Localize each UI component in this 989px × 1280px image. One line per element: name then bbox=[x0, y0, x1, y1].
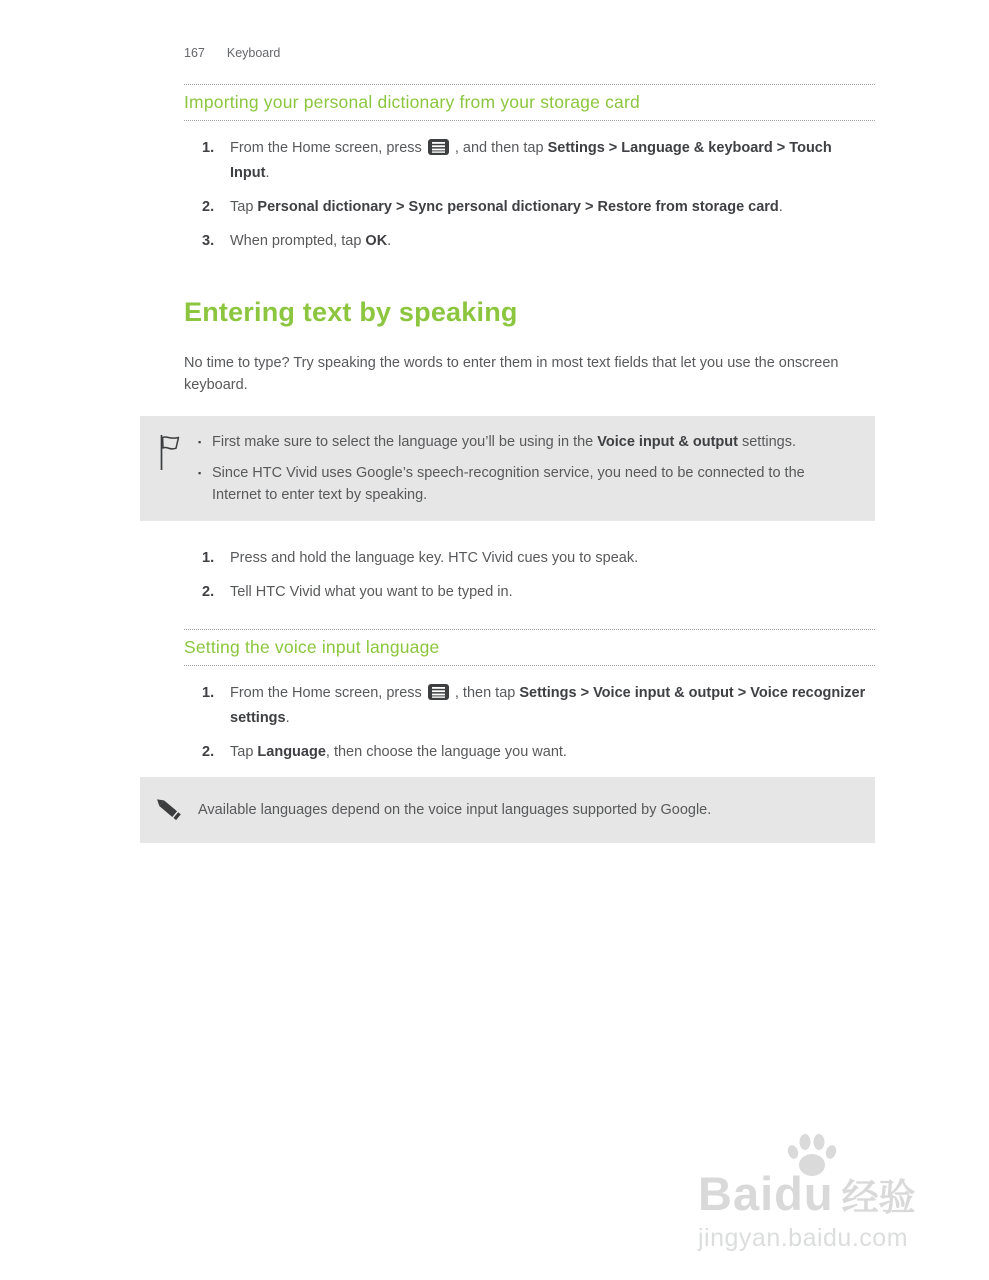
list-item bbox=[184, 230, 875, 252]
page-title: Entering text by speaking bbox=[184, 297, 518, 327]
section-title: Setting the voice input language bbox=[184, 637, 440, 657]
step-text bbox=[230, 682, 875, 729]
emphasis-text: Settings > Voice input & output > Voice recognizer settings bbox=[230, 685, 866, 726]
emphasis-text: Voice input & output bbox=[597, 434, 738, 450]
text-segment: Tell HTC Vivid what you want to be typed in. bbox=[230, 584, 513, 600]
note-text: Available languages depend on the voice input languages supported by Google. bbox=[198, 802, 712, 818]
note-box-flag bbox=[140, 416, 875, 521]
step-number: 2. bbox=[202, 199, 215, 215]
emphasis-text: OK bbox=[365, 233, 388, 249]
watermark bbox=[698, 1132, 940, 1253]
step-number: 3. bbox=[202, 233, 215, 249]
list-item bbox=[184, 741, 875, 763]
speaking-steps-list bbox=[184, 547, 875, 603]
step-text bbox=[230, 741, 875, 763]
menu-icon bbox=[428, 684, 449, 707]
text-segment: , then tap bbox=[454, 685, 520, 701]
step-text bbox=[230, 137, 875, 184]
watermark-brand-cn: 经验 bbox=[841, 1177, 916, 1218]
text-segment: . bbox=[387, 233, 392, 249]
emphasis-text: Language bbox=[257, 744, 326, 760]
text-segment: . bbox=[285, 710, 290, 726]
text-segment: . bbox=[265, 165, 270, 181]
voice-steps-list bbox=[184, 682, 875, 763]
text-segment: Tap bbox=[230, 199, 258, 215]
list-item bbox=[184, 581, 875, 603]
step-number: 2. bbox=[202, 584, 215, 600]
note-body bbox=[198, 431, 851, 506]
bullet-marker: ▪ bbox=[198, 437, 202, 447]
page-number: 167 bbox=[184, 46, 205, 60]
note-box-pencil bbox=[140, 777, 875, 843]
text-segment: settings. bbox=[737, 434, 796, 450]
list-item bbox=[184, 137, 875, 184]
menu-icon bbox=[428, 139, 449, 162]
step-text bbox=[230, 230, 875, 252]
emphasis-text: Personal dictionary > Sync personal dictionary > Restore from storage card bbox=[257, 199, 779, 215]
text-segment: , then choose the language you want. bbox=[325, 744, 567, 760]
text-segment: Press and hold the language key. HTC Vivid cues you to speak. bbox=[230, 550, 639, 566]
list-item bbox=[184, 196, 875, 218]
emphasis-text: Settings > Language & keyboard > Touch Input bbox=[230, 140, 832, 181]
step-number: 1. bbox=[202, 685, 215, 701]
text-segment: , and then tap bbox=[454, 140, 548, 156]
section-title: Importing your personal dictionary from your storage card bbox=[184, 92, 640, 112]
text-segment: . bbox=[778, 199, 783, 215]
chapter-name: Keyboard bbox=[226, 46, 281, 60]
bullet-item bbox=[198, 462, 851, 506]
step-number: 1. bbox=[202, 550, 215, 566]
step-text bbox=[230, 196, 875, 218]
section-heading-import bbox=[184, 84, 875, 121]
step-text bbox=[230, 547, 875, 569]
text-segment: From the Home screen, press bbox=[230, 140, 426, 156]
watermark-brand: Baidu bbox=[698, 1167, 834, 1220]
step-number: 1. bbox=[202, 140, 215, 156]
flag-icon bbox=[140, 431, 198, 506]
intro-paragraph: No time to type? Try speaking the words to enter them in most text fields that let you use the onscreen keyboard. bbox=[184, 355, 839, 393]
section-heading-voice bbox=[184, 629, 875, 666]
bullet-marker: ▪ bbox=[198, 468, 202, 478]
step-number: 2. bbox=[202, 744, 215, 760]
watermark-brand-row bbox=[698, 1166, 940, 1221]
text-segment: When prompted, tap bbox=[230, 233, 366, 249]
bullet-text bbox=[212, 462, 851, 506]
text-segment: First make sure to select the language you’ll be using in the bbox=[212, 434, 598, 450]
bullet-item bbox=[198, 431, 851, 453]
bullet-text bbox=[212, 431, 851, 453]
watermark-site: jingyan.baidu.com bbox=[698, 1224, 909, 1252]
step-text bbox=[230, 581, 875, 603]
text-segment: Tap bbox=[230, 744, 258, 760]
pencil-icon bbox=[140, 794, 198, 826]
page-header bbox=[184, 46, 875, 60]
list-item bbox=[184, 547, 875, 569]
text-segment: From the Home screen, press bbox=[230, 685, 426, 701]
text-segment: Since HTC Vivid uses Google’s speech-recognition service, you need to be connected to the Internet to enter text by speaking. bbox=[212, 465, 805, 503]
import-steps-list bbox=[184, 137, 875, 252]
list-item bbox=[184, 682, 875, 729]
